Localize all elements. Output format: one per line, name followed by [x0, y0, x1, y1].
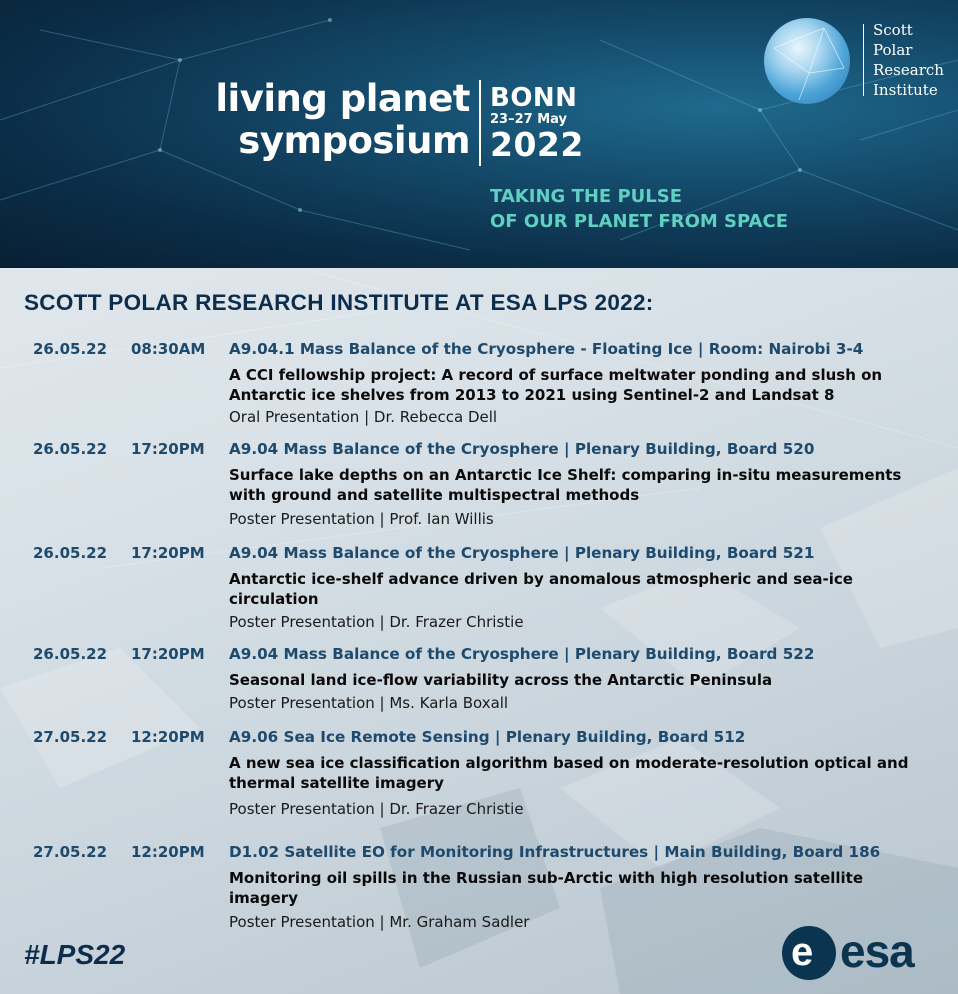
spri-facets — [764, 18, 850, 104]
session-name: A9.04 Mass Balance of the Cryosphere | Plenary Building, Board 520 — [229, 440, 815, 458]
session-name: A9.06 Sea Ice Remote Sensing | Plenary Building, Board 512 — [229, 728, 746, 746]
hashtag: #LPS22 — [24, 939, 126, 970]
esa-logo-e: e — [791, 930, 814, 974]
title-line-1: Surface lake depths on an Antarctic Ice Shelf: comparing in-situ measurements — [229, 466, 902, 484]
title-line-1: Monitoring oil spills in the Russian sub-Arctic with high resolution satellite — [229, 869, 864, 887]
symposium-title — [208, 78, 470, 162]
spri-line-2: Polar — [873, 41, 913, 59]
title-line-2: Antarctic ice shelves from 2013 to 2021 using Sentinel-2 and Landsat 8 — [229, 386, 835, 404]
esa-logo-circle — [782, 926, 836, 980]
session-name: A9.04.1 Mass Balance of the Cryosphere - Floating Ice | Room: Nairobi 3-4 — [229, 340, 864, 358]
session-name: A9.04 Mass Balance of the Cryosphere | Plenary Building, Board 521 — [229, 544, 815, 562]
spri-logo-text — [873, 20, 944, 100]
title-line-2: circulation — [229, 590, 319, 608]
tagline — [490, 184, 788, 234]
session-date: 27.05.22 — [33, 843, 108, 861]
title-line-2: thermal satellite imagery — [229, 774, 444, 792]
title-line-2: imagery — [229, 889, 298, 907]
presenter-info: Poster Presentation | Ms. Karla Boxall — [229, 694, 509, 712]
session-time: 17:20PM — [131, 440, 205, 458]
title-divider — [479, 80, 481, 166]
presentation-title — [229, 868, 929, 908]
session-time: 12:20PM — [131, 728, 205, 746]
session-date: 27.05.22 — [33, 728, 108, 746]
session-time: 17:20PM — [131, 544, 205, 562]
title-line-2: symposium — [238, 119, 470, 162]
year-label: 2022 — [490, 125, 584, 164]
presenter-info: Poster Presentation | Prof. Ian Willis — [229, 510, 494, 528]
spri-line-4: Institute — [873, 81, 938, 99]
presenter-info: Poster Presentation | Mr. Graham Sadler — [229, 913, 530, 931]
tagline-line-2: OF OUR PLANET FROM SPACE — [490, 211, 788, 232]
title-line-1: living planet — [215, 77, 470, 120]
presentation-title — [229, 569, 929, 609]
title-line-2: with ground and satellite multispectral methods — [229, 486, 640, 504]
presentation-title — [229, 465, 929, 505]
title-line-1: Seasonal land ice-flow variability across the Antarctic Peninsula — [229, 671, 773, 689]
spri-divider — [863, 24, 864, 96]
presentation-title — [229, 753, 929, 793]
presenter-info: Poster Presentation | Dr. Frazer Christie — [229, 613, 524, 631]
page-heading: SCOTT POLAR RESEARCH INSTITUTE AT ESA LPS 2022: — [24, 290, 654, 315]
spri-globe-icon — [764, 18, 850, 104]
session-date: 26.05.22 — [33, 544, 108, 562]
session-time: 12:20PM — [131, 843, 205, 861]
session-date: 26.05.22 — [33, 645, 108, 663]
title-line-1: A new sea ice classification algorithm based on moderate-resolution optical and — [229, 754, 909, 772]
tagline-line-1: TAKING THE PULSE — [490, 186, 683, 207]
esa-logo-text: esa — [840, 925, 914, 977]
city-label: BONN — [490, 83, 578, 113]
spri-line-1: Scott — [873, 21, 913, 39]
session-time: 08:30AM — [131, 340, 206, 358]
session-name: A9.04 Mass Balance of the Cryosphere | Plenary Building, Board 522 — [229, 645, 815, 663]
spri-line-3: Research — [873, 61, 944, 79]
dates-label: 23–27 May — [490, 112, 567, 127]
esa-logo — [782, 926, 932, 982]
location-block — [490, 84, 584, 163]
presentation-title — [229, 365, 929, 405]
presentation-title — [229, 670, 929, 690]
session-date: 26.05.22 — [33, 340, 108, 358]
header-banner — [0, 0, 958, 268]
session-date: 26.05.22 — [33, 440, 108, 458]
presenter-info: Poster Presentation | Dr. Frazer Christie — [229, 800, 524, 818]
title-line-1: Antarctic ice-shelf advance driven by anomalous atmospheric and sea-ice — [229, 570, 853, 588]
title-line-1: A CCI fellowship project: A record of surface meltwater ponding and slush on — [229, 366, 883, 384]
session-time: 17:20PM — [131, 645, 205, 663]
session-name: D1.02 Satellite EO for Monitoring Infrastructures | Main Building, Board 186 — [229, 843, 881, 861]
presenter-info: Oral Presentation | Dr. Rebecca Dell — [229, 408, 498, 426]
